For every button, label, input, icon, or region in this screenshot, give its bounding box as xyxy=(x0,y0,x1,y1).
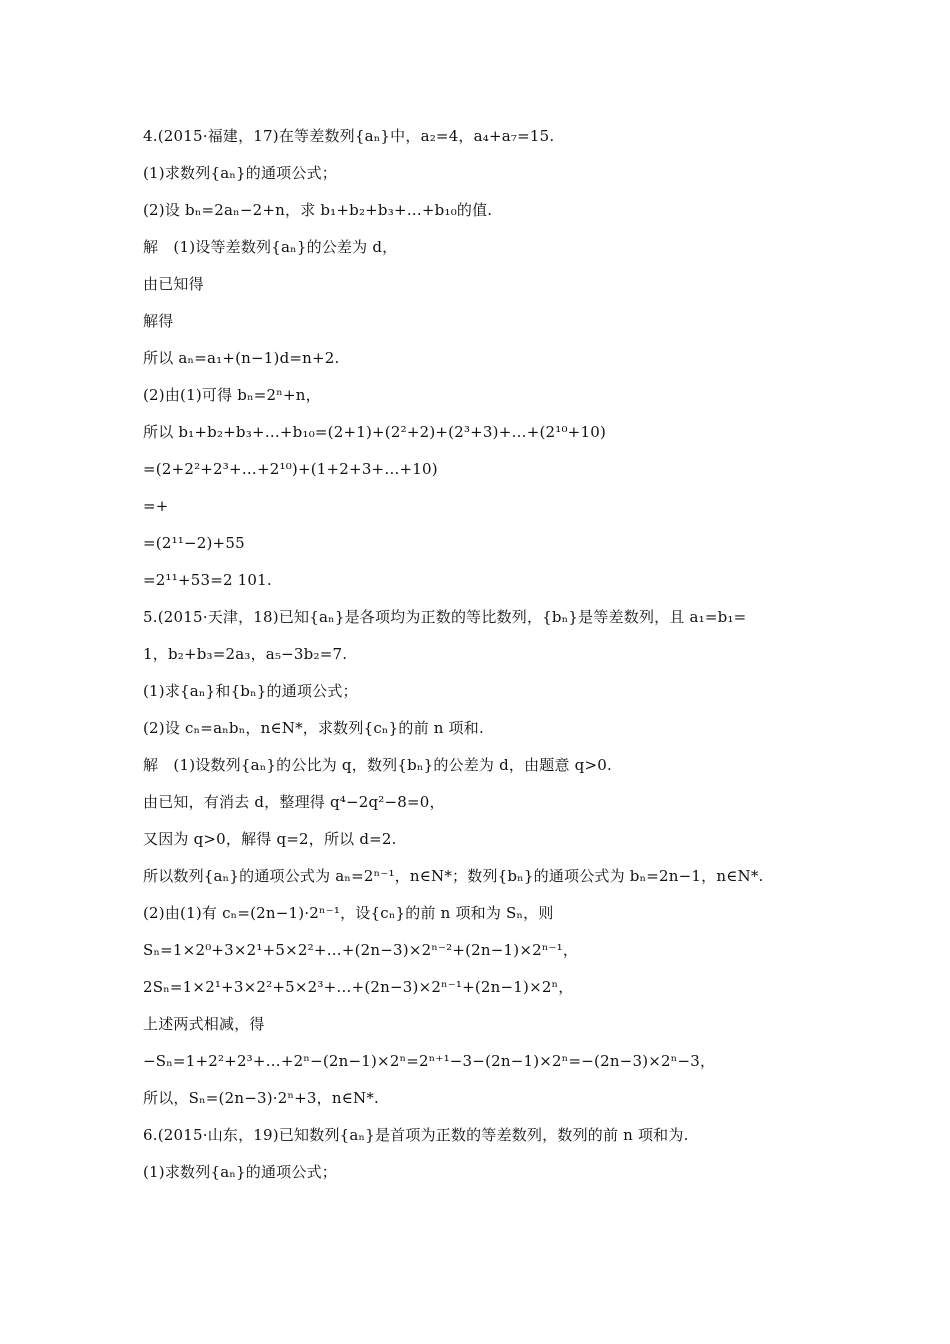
solution-line: 所以数列{aₙ}的通项公式为 aₙ=2ⁿ⁻¹，n∈N*；数列{bₙ}的通项公式为 bₙ=2n−1，n∈N*. xyxy=(143,867,764,885)
solution-line: −Sₙ=1+2²+2³+…+2ⁿ−(2n−1)×2ⁿ=2ⁿ⁺¹−3−(2n−1)×2ⁿ=−(2n−3)×2ⁿ−3， xyxy=(143,1052,716,1070)
solution-line: 上述两式相减，得 xyxy=(143,1015,265,1033)
problem-5-part-2: (2)设 cₙ=aₙbₙ，n∈N*，求数列{cₙ}的前 n 项和. xyxy=(143,719,484,737)
problem-4-part-1: (1)求数列{aₙ}的通项公式； xyxy=(143,164,337,182)
solution-line: 所以 b₁+b₂+b₃+…+b₁₀=(2+1)+(2²+2)+(2³+3)+…+(2¹⁰+10) xyxy=(143,423,606,441)
solution-line: 解得 xyxy=(143,312,174,330)
solution-line: (2)由(1)可得 bₙ=2ⁿ+n， xyxy=(143,386,321,404)
problem-5-statement: 5.(2015·天津，18)已知{aₙ}是各项均为正数的等比数列，{bₙ}是等差数列，且 a₁=b₁= xyxy=(143,608,747,626)
solution-line: Sₙ=1×2⁰+3×2¹+5×2²+…+(2n−3)×2ⁿ⁻²+(2n−1)×2ⁿ⁻¹， xyxy=(143,941,579,959)
solution-line: =2¹¹+53=2 101. xyxy=(143,571,272,589)
problem-6-statement: 6.(2015·山东，19)已知数列{aₙ}是首项为正数的等差数列，数列的前 n 项和为. xyxy=(143,1126,689,1144)
solution-line: 解 (1)设数列{aₙ}的公比为 q，数列{bₙ}的公差为 d，由题意 q>0. xyxy=(143,756,612,774)
solution-line: (2)由(1)有 cₙ=(2n−1)·2ⁿ⁻¹，设{cₙ}的前 n 项和为 Sₙ，则 xyxy=(143,904,554,922)
problem-5-statement-cont: 1，b₂+b₃=2a₃，a₅−3b₂=7. xyxy=(143,645,348,663)
solution-line: =(2+2²+2³+…+2¹⁰)+(1+2+3+…+10) xyxy=(143,460,438,478)
problem-4-statement: 4.(2015·福建，17)在等差数列{aₙ}中，a₂=4，a₄+a₇=15. xyxy=(143,127,555,145)
problem-5-part-1: (1)求{aₙ}和{bₙ}的通项公式； xyxy=(143,682,358,700)
solution-line: 又因为 q>0，解得 q=2，所以 d=2. xyxy=(143,830,397,848)
problem-4-part-2: (2)设 bₙ=2aₙ−2+n，求 b₁+b₂+b₃+…+b₁₀的值. xyxy=(143,201,493,219)
solution-line: =+ xyxy=(143,497,169,515)
solution-line: 解 (1)设等差数列{aₙ}的公差为 d， xyxy=(143,238,398,256)
solution-line: 所以，Sₙ=(2n−3)·2ⁿ+3，n∈N*. xyxy=(143,1089,380,1107)
solution-line: 由已知，有消去 d，整理得 q⁴−2q²−8=0， xyxy=(143,793,445,811)
problem-6-part-1: (1)求数列{aₙ}的通项公式； xyxy=(143,1163,337,1181)
solution-line: =(2¹¹−2)+55 xyxy=(143,534,245,552)
solution-line: 所以 aₙ=a₁+(n−1)d=n+2. xyxy=(143,349,340,367)
solution-line: 2Sₙ=1×2¹+3×2²+5×2³+…+(2n−3)×2ⁿ⁻¹+(2n−1)×2ⁿ， xyxy=(143,978,574,996)
solution-line: 由已知得 xyxy=(143,275,204,293)
